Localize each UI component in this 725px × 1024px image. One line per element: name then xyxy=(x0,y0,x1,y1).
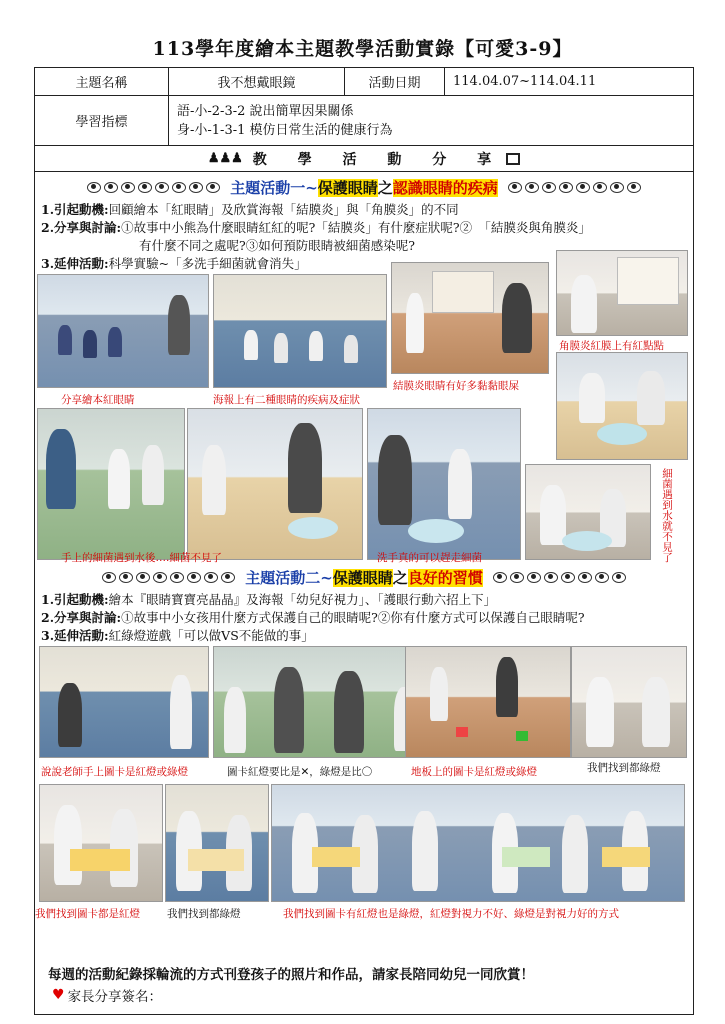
photo-conjunctivitis xyxy=(391,262,549,374)
activity1-title: 主題活動一~保護眼睛之認識眼睛的疾病 xyxy=(230,178,498,197)
photo-all-green xyxy=(571,646,687,758)
share-header-text: 教 學 活 動 分 享 xyxy=(252,151,505,168)
photo-handwashing-1 xyxy=(556,352,688,460)
photo-mixed-cards xyxy=(271,784,685,902)
activity-content xyxy=(35,172,693,1014)
topic-value: 我不想戴眼鏡 xyxy=(169,68,345,95)
caption: 我們找到圖卡有紅燈也是綠燈，紅燈對視力不好、綠燈是對視力好的方式 xyxy=(283,908,619,920)
topic-row xyxy=(35,68,693,96)
eyes-icon xyxy=(508,182,641,193)
caption-vertical: 細菌遇到水就不見了 xyxy=(661,468,673,563)
photo-floor-cards xyxy=(405,646,571,758)
caption: 說說老師手上圖卡是紅燈或綠燈 xyxy=(41,766,188,778)
eyes-icon xyxy=(102,572,235,583)
heart-icon: ♥ xyxy=(52,987,65,1003)
photo-hand-bacteria xyxy=(37,408,185,560)
caption: 我們找到圖卡都是紅燈 xyxy=(35,908,140,920)
photo-teacher-card xyxy=(39,646,209,758)
date-label: 活動日期 xyxy=(345,68,445,95)
footer-note: 每週的活動紀錄採輪流的方式刊登孩子的照片和作品，請家長陪同幼兒一同欣賞！ xyxy=(48,967,534,983)
record-table xyxy=(34,67,694,1015)
photo-poster-diseases xyxy=(213,274,387,388)
caption: 我們找到都綠燈 xyxy=(167,908,241,920)
activity1-line1: 1.引起動機:回顧繪本「紅眼睛」及欣賞海報「結膜炎」與「角膜炎」的不同 xyxy=(41,202,459,217)
photo-card-signals xyxy=(213,646,437,758)
activity2-line3: 3.延伸活動:紅綠燈遊戲「可以做VS不能做的事」 xyxy=(41,628,314,643)
photo-red-cards xyxy=(39,784,163,902)
caption: 圖卡紅燈要比是✕，綠燈是比〇 xyxy=(227,766,373,778)
signature-label: 家長分享簽名： xyxy=(67,989,163,1005)
people-icon: ♟♟♟ xyxy=(207,151,243,166)
caption: 結膜炎眼睛有好多黏黏眼屎 xyxy=(393,380,519,392)
date-value: 114.04.07~114.04.11 xyxy=(453,74,597,89)
activity2-line1: 1.引起動機:繪本『眼睛寶寶亮晶晶』及海報「幼兒好視力」、「護眼行動六招上下」 xyxy=(41,592,497,607)
photo-story-sharing xyxy=(37,274,209,388)
indicator-item: 語-小-2-3-2 說出簡單因果關係 xyxy=(177,103,354,119)
page-title: 113學年度繪本主題教學活動實錄【可愛3-9】 xyxy=(152,38,573,60)
indicator-label: 學習指標 xyxy=(35,96,169,145)
indicator-list xyxy=(169,96,693,145)
activity2-line2: 2.分享與討論:①故事中小女孩用什麼方式保護自己的眼睛呢?②你有什麼方式可以保護自己眼睛呢? xyxy=(41,610,585,625)
topic-label: 主題名稱 xyxy=(35,68,169,95)
caption: 手上的細菌遇到水後….細菌不見了 xyxy=(61,552,222,564)
indicator-item: 身-小-1-3-1 模仿日常生活的健康行為 xyxy=(177,122,393,138)
photo-keratitis xyxy=(556,250,688,336)
photo-bacteria-gone xyxy=(187,408,363,560)
photo-green-cards-1 xyxy=(165,784,269,902)
caption: 地板上的圖卡是紅燈或綠燈 xyxy=(411,766,537,778)
share-header xyxy=(35,146,693,172)
signature-line xyxy=(52,985,162,1005)
activity1-header xyxy=(35,176,693,198)
indicator-row xyxy=(35,96,693,146)
activity1-line2b: 有什麼不同之處呢?③如何預防眼睛被細菌感染呢? xyxy=(139,238,415,253)
activity1-line3: 3.延伸活動:科學實驗~「多洗手細菌就會消失」 xyxy=(41,256,307,271)
eyes-icon xyxy=(87,182,220,193)
eyes-icon xyxy=(493,572,626,583)
caption: 分享繪本紅眼睛 xyxy=(61,394,135,406)
photo-handwashing-2 xyxy=(367,408,521,560)
photo-handwashing-3 xyxy=(525,464,651,560)
caption: 海報上有二種眼睛的疾病及症狀 xyxy=(213,394,360,406)
caption: 我們找到都綠燈 xyxy=(587,762,661,774)
caption: 洗手真的可以趕走細菌 xyxy=(377,552,482,564)
activity2-title: 主題活動二~保護眼睛之良好的習慣 xyxy=(245,568,483,587)
caption: 角膜炎紅膜上有紅點點 xyxy=(559,340,664,352)
picture-icon xyxy=(506,153,520,165)
activity1-line2: 2.分享與討論:①故事中小熊為什麼眼睛紅紅的呢?「結膜炎」有什麼症狀呢?② 「結膜炎與角膜炎」 xyxy=(41,220,591,235)
activity2-header xyxy=(35,566,693,588)
